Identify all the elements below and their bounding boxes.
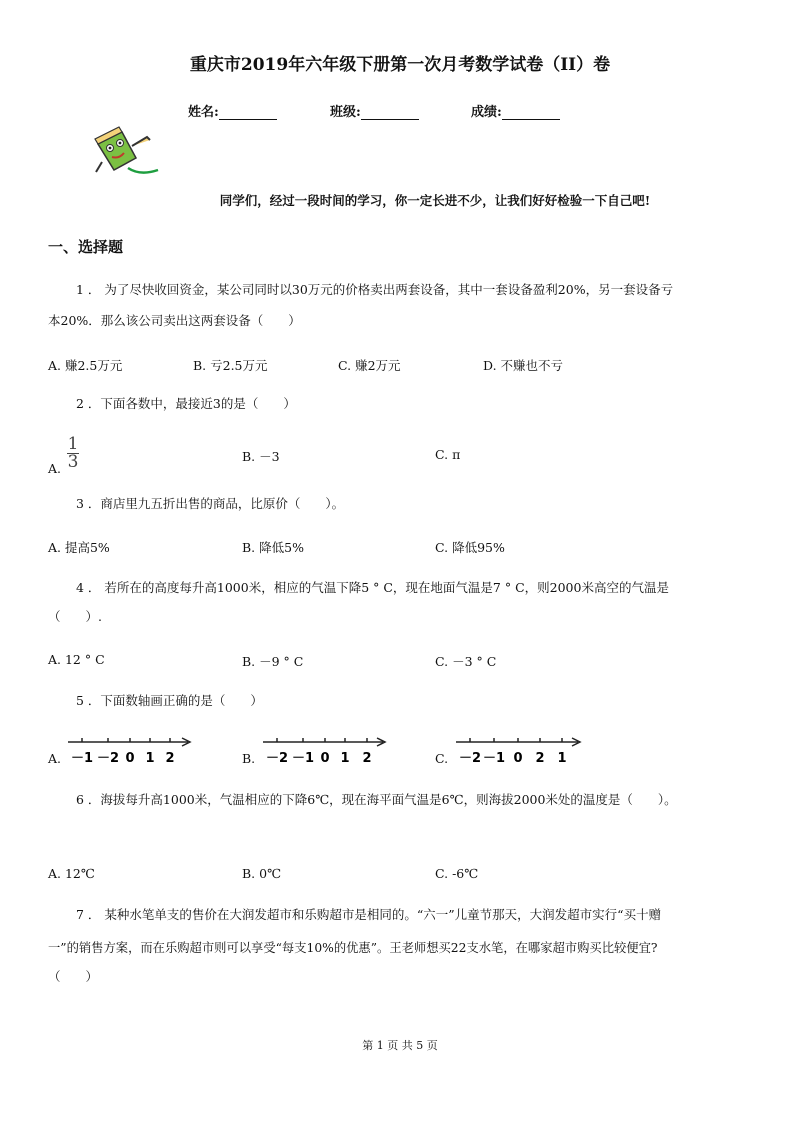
question-4-text-cont: （ ）.: [48, 609, 102, 624]
number-line-label: 2: [362, 751, 372, 766]
q3-option-a[interactable]: A. 提高5%: [48, 540, 110, 555]
pencil-mascot-icon: [92, 124, 164, 178]
question-7-text: 7 ． 某种水笔单支的售价在大润发超市和乐购超市是相同的。“六一”儿童节那天，大润发超市实行“买十赠: [76, 907, 662, 922]
number-line-label: －2: [458, 751, 482, 766]
q2-option-a-label: A.: [48, 461, 62, 476]
q2-option-c[interactable]: C. π: [435, 447, 461, 462]
number-line-label: 2: [535, 751, 545, 766]
q1-option-c[interactable]: C. 赚2万元: [338, 358, 401, 373]
q5-option-a-label[interactable]: A.: [48, 751, 62, 766]
q2-option-a[interactable]: [48, 434, 79, 476]
fraction-one-third: [67, 434, 79, 472]
name-blank[interactable]: [219, 105, 277, 120]
question-1-text: 1 ． 为了尽快收回资金，某公司同时以30万元的价格卖出两套设备，其中一套设备盈利20%，另一套设备亏: [76, 282, 674, 297]
score-blank[interactable]: [502, 105, 560, 120]
number-line-label: 1: [340, 751, 350, 766]
section-title: 一、选择题: [48, 238, 124, 256]
q1-option-b[interactable]: B. 亏2.5万元: [193, 358, 268, 373]
greeting-text: 同学们，经过一段时间的学习，你一定长进不少，让我们好好检验一下自己吧!: [219, 193, 651, 208]
number-line-label: －2: [96, 751, 120, 766]
number-line-label: 1: [557, 751, 567, 766]
name-label: 姓名:: [188, 105, 219, 120]
q3-option-b[interactable]: B. 降低5%: [242, 540, 304, 555]
question-7-text-end: （ ）: [48, 969, 99, 984]
number-line-a[interactable]: [64, 734, 194, 768]
q4-option-c[interactable]: C. －3 ° C: [435, 654, 497, 669]
q4-option-a[interactable]: A. 12 ° C: [48, 652, 105, 667]
question-3-text: 3 ．商店里九五折出售的商品，比原价（ ）。: [76, 496, 345, 511]
question-6-text: 6 ．海拔每升高1000米，气温相应的下降6℃，现在海平面气温是6℃，则海拔2000米处的温度是（ ）。: [76, 792, 677, 807]
number-line-label: 0: [320, 751, 330, 766]
score-field: [471, 101, 560, 120]
number-line-label: －1: [482, 751, 506, 766]
number-line-label: －1: [70, 751, 94, 766]
question-5-text: 5 ．下面数轴画正确的是（ ）: [76, 693, 263, 708]
q1-option-a[interactable]: A. 赚2.5万元: [48, 358, 123, 373]
question-1-text-cont: 本20%．那么该公司卖出这两套设备（ ）: [48, 313, 301, 328]
name-field: [188, 101, 277, 120]
q1-option-d[interactable]: D. 不赚也不亏: [483, 358, 564, 373]
q5-option-b-label[interactable]: B.: [242, 751, 256, 766]
number-line-label: －1: [291, 751, 315, 766]
q6-option-a[interactable]: A. 12℃: [48, 866, 95, 881]
question-2-text: 2 ．下面各数中，最接近3的是（ ）: [76, 396, 296, 411]
number-line-label: 0: [125, 751, 135, 766]
class-label: 班级:: [330, 105, 361, 120]
fraction-numerator: 1: [67, 434, 79, 454]
page-title: 重庆市2019年六年级下册第一次月考数学试卷（II）卷: [189, 55, 611, 75]
question-4-text: 4 ． 若所在的高度每升高1000米，相应的气温下降5 ° C，现在地面气温是7 ° C，则2000米高空的气温是: [76, 580, 669, 595]
q6-option-b[interactable]: B. 0℃: [242, 866, 282, 881]
q5-option-c-label[interactable]: C.: [435, 751, 449, 766]
number-line-label: 1: [145, 751, 155, 766]
number-line-label: －2: [265, 751, 289, 766]
page-footer: 第 1 页 共 5 页: [362, 1039, 438, 1052]
number-line-label: 2: [165, 751, 175, 766]
fraction-denominator: 3: [67, 452, 79, 472]
q2-option-b[interactable]: B. －3: [242, 449, 280, 464]
question-7-text-cont: 一”的销售方案，而在乐购超市则可以享受“每支10%的优惠”。王老师想买22支水笔，在哪家超市购买比较便宜?: [48, 941, 658, 955]
q6-option-c[interactable]: C. -6℃: [435, 866, 479, 881]
score-label: 成绩:: [471, 105, 502, 120]
number-line-c[interactable]: [452, 734, 584, 768]
q4-option-b[interactable]: B. －9 ° C: [242, 654, 304, 669]
q3-option-c[interactable]: C. 降低95%: [435, 540, 505, 555]
class-blank[interactable]: [361, 105, 419, 120]
number-line-label: 0: [513, 751, 523, 766]
number-line-b[interactable]: [259, 734, 389, 768]
class-field: [330, 101, 419, 120]
